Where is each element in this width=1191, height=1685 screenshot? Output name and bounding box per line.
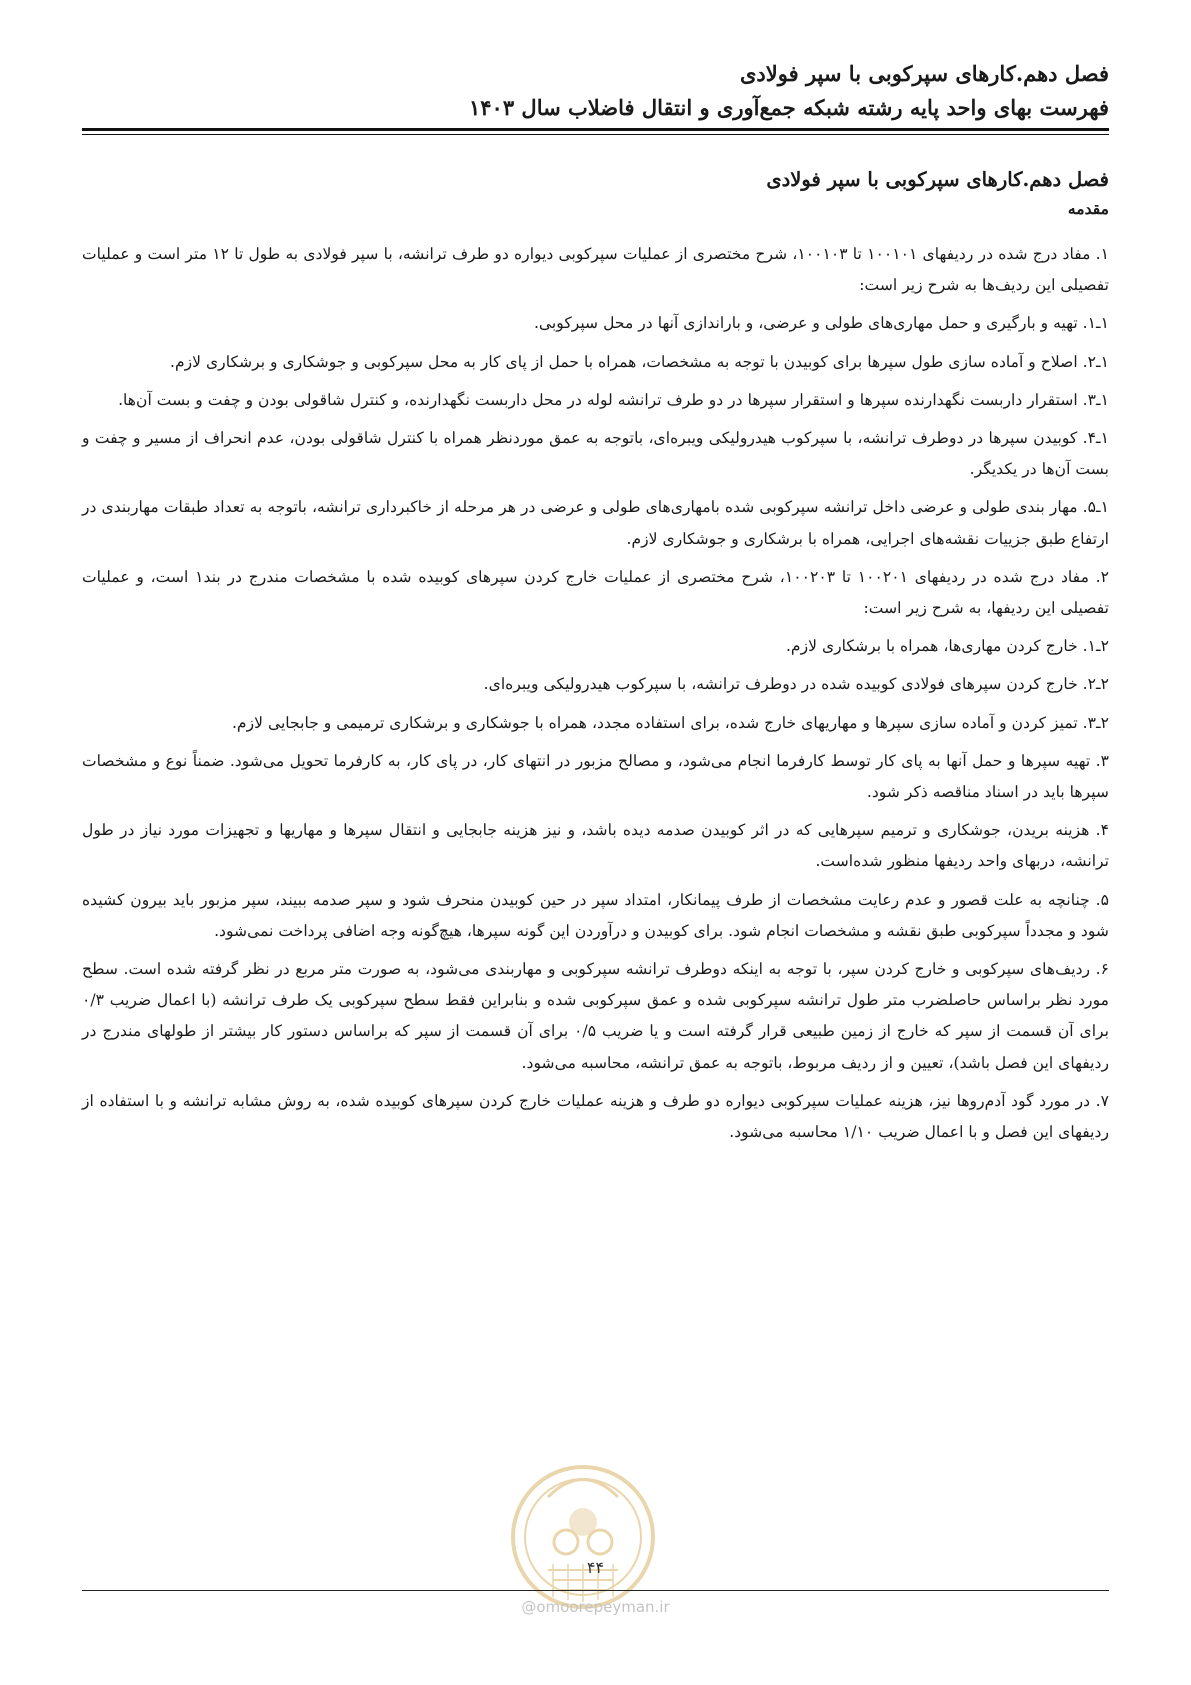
header-rule-thin (82, 134, 1109, 135)
header-rule-thick (82, 128, 1109, 131)
header-chapter-title: فصل دهم.کارهای سپرکوبی با سپر فولادی (740, 61, 1109, 86)
stamp-logo-icon (508, 1452, 658, 1622)
paragraph: ۱. مفاد درج شده در ردیفهای ۱۰۰۱۰۱ تا ۱۰۰۱۰۳، شرح مختصری از عملیات سپرکوبی دیواره دو طرف ترانشه، با سپر فولادی به طول تا ۱۲ متر است و عملیات تفصیلی این ردیف‌ها به شرح زیر است: (82, 245, 1109, 295)
paragraph: ۲ـ۳. تمیز کردن و آماده سازی سپرها و مهاریهای خارج شده، برای استفاده مجدد، همراه با جوشکاری و برشکاری ترمیمی و جابجایی لازم. (231, 713, 1109, 732)
paragraph: ۳. تهیه سپرها و حمل آنها به پای کار توسط کارفرما انجام می‌شود، و مصالح مزبور در انتهای کار، در پای کار، به کارفرما تحویل می‌شود. ضمناً نوع و مشخصات سپرها باید در اسناد مناقصه ذکر شود. (82, 751, 1109, 802)
page-body (82, 165, 1109, 1155)
paragraph: ۴. هزینه بریدن، جوشکاری و ترمیم سپرهایی که در اثر کوبیدن صدمه دیده باشد، و نیز هزینه جابجایی و انتقال سپرها و مهاریها و تجهیزات مورد نیاز در طول ترانشه، دربهای واحد ردیفها منظور شده‌است. (82, 821, 1109, 871)
paragraph: ۱ـ۱. تهیه و بارگیری و حمل مهاری‌های طولی و عرضی، و باراندازی آنها در محل سپرکوبی. (533, 314, 1109, 333)
header-list-title: فهرست بهای واحد پایه رشته شبکه جمع‌آوری و انتقال فاضلاب سال ۱۴۰۳ (469, 95, 1109, 120)
paragraph: ۷. در مورد گود آدم‌روها نیز، هزینه عملیات سپرکوبی دیواره دو طرف و هزینه عملیات خارج کردن سپرهای کوبیده شده، به روش مشابه ترانشه و با استفاده از ردیفهای این فصل و با اعمال ضریب ۱/۱۰ محاسبه می‌شود. (82, 1091, 1109, 1142)
watermark-url: @omoorepeyman.ir (521, 1598, 670, 1616)
paragraph: ۱ـ۴. کوبیدن سپرها در دوطرف ترانشه، با سپرکوب هیدرولیکی ویبره‌ای، باتوجه به عمق موردنظر همراه با کنترل شاقولی بودن، عدم انحراف از مسیر و چفت و بست آن‌ها در یکدیگر. (82, 429, 1109, 479)
footer-rule (82, 1590, 1109, 1591)
section-title: فصل دهم.کارهای سپرکوبی با سپر فولادی (766, 168, 1109, 191)
paragraph: ۲ـ۲. خارج کردن سپرهای فولادی کوبیده شده در دوطرف ترانشه، با سپرکوب هیدرولیکی ویبره‌ای. (483, 675, 1109, 694)
page-number: ۴۴ (586, 1558, 605, 1577)
section-subtitle: مقدمه (1067, 199, 1109, 218)
paragraph: ۱ـ۲. اصلاح و آماده سازی طول سپرها برای کوبیدن با توجه به مشخصات، همراه با حمل از پای کار به محل سپرکوبی و جوشکاری و برشکاری لازم. (169, 352, 1109, 371)
paragraph: ۲. مفاد درج شده در ردیفهای ۱۰۰۲۰۱ تا ۱۰۰۲۰۳، شرح مختصری از عملیات خارج کردن سپرهای کوبیده شده با مشخصات مندرج در بند۱ است، و عملیات تفصیلی این ردیفها، به شرح زیر است: (82, 567, 1110, 618)
paragraph: ۱ـ۵. مهار بندی طولی و عرضی داخل ترانشه سپرکوبی شده بامهاری‌های طولی و عرضی در هر مرحله از خاکبرداری ترانشه، باتوجه به تعداد طبقات مهاربندی در ارتفاع طبق جزییات نقشه‌های اجرایی، همراه با برشکاری و جوشکاری لازم. (82, 498, 1109, 548)
paragraph: ۵. چنانچه به علت قصور و عدم رعایت مشخصات از طرف پیمانکار، امتداد سپر در حین کوبیدن منحرف شود و سپر صدمه ببیند، سپر مزبور باید بیرون کشیده شود و مجدداً سپرکوبی طبق نقشه و مشخصات انجام شود. برای کوبیدن و درآوردن این گونه سپرها، هیچ‌گونه وجه اضافی پرداخت نمی‌شود. (82, 890, 1109, 940)
paragraph: ۱ـ۳. استقرار داربست نگهدارنده سپرها و استقرار سپرها در دو طرف ترانشه لوله در محل داربست نگهدارنده، و کنترل شاقولی بودن و چفت و بست آن‌ها. (118, 390, 1109, 409)
paragraph: ۲ـ۱. خارج کردن مهاری‌ها، همراه با برشکاری لازم. (785, 637, 1109, 656)
page-header (82, 58, 1109, 124)
paragraph: ۶. ردیف‌های سپرکوبی و خارج کردن سپر، با توجه به اینکه دوطرف ترانشه سپرکوبی و مهاربندی می‌شود، به صورت متر مربع در نظر گرفته شده است. سطح مورد نظر براساس حاصلضرب متر طول ترانشه سپرکوبی شده و عمق سپرکوبی شده و بنابراین فقط سطح سپرکوبی یک طرف ترانشه (با اعمال ضریب ۰/۳ برای آن قسمت از سپر که خارج از زمین طبیعی قرار گرفته است و یا ضریب ۰/۵ برای آن قسمت از سپر که براساس دستور کار بیشتر از طولهای مندرج در ردیفهای این فصل باشد)، تعیین و از ردیف مربوط، باتوجه به عمق ترانشه، محاسبه می‌شود. (82, 960, 1109, 1072)
